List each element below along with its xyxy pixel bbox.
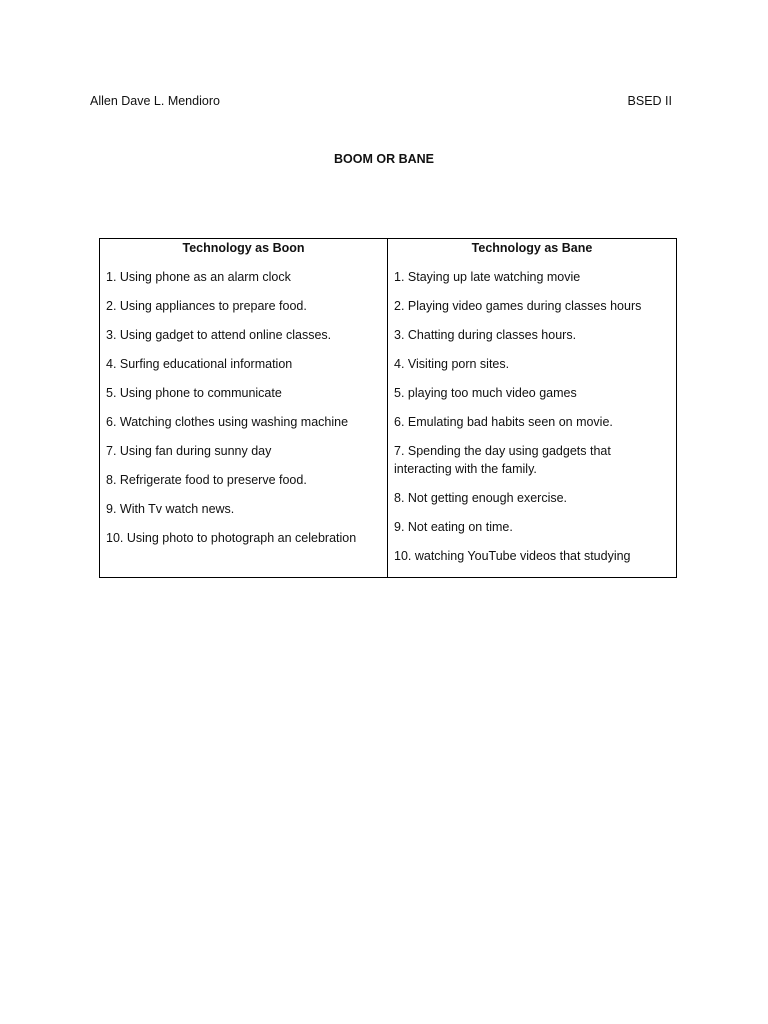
bane-item: 4. Visiting porn sites. <box>394 357 510 371</box>
document-title: BOOM OR BANE <box>334 152 434 166</box>
boon-item: 10. Using photo to photograph an celebration <box>106 531 357 545</box>
author-name: Allen Dave L. Mendioro <box>90 94 220 108</box>
bane-item: 2. Playing video games during classes hours <box>394 299 642 313</box>
bane-item: 7. Spending the day using gadgets that interacting with the family. <box>394 444 611 476</box>
bane-item: 9. Not eating on time. <box>394 520 513 534</box>
bane-item: 5. playing too much video games <box>394 386 577 400</box>
boon-column <box>100 239 388 577</box>
bane-heading: Technology as Bane <box>471 241 593 255</box>
boon-heading: Technology as Boon <box>182 241 305 255</box>
comparison-table <box>99 238 677 578</box>
bane-column <box>388 239 676 577</box>
boon-item: 1. Using phone as an alarm clock <box>106 270 291 284</box>
boon-item: 5. Using phone to communicate <box>106 386 282 400</box>
bane-item: 6. Emulating bad habits seen on movie. <box>394 415 613 429</box>
bane-item: 3. Chatting during classes hours. <box>394 328 577 342</box>
boon-item: 9. With Tv watch news. <box>106 502 235 516</box>
boon-item: 7. Using fan during sunny day <box>106 444 272 458</box>
bane-item: 8. Not getting enough exercise. <box>394 491 568 505</box>
bane-item: 10. watching YouTube videos that studying <box>394 549 631 563</box>
boon-item: 4. Surfing educational information <box>106 357 293 371</box>
boon-item: 2. Using appliances to prepare food. <box>106 299 307 313</box>
boon-item: 6. Watching clothes using washing machine <box>106 415 349 429</box>
boon-item: 8. Refrigerate food to preserve food. <box>106 473 307 487</box>
bane-item: 1. Staying up late watching movie <box>394 270 581 284</box>
boon-item: 3. Using gadget to attend online classes. <box>106 328 332 342</box>
course-label: BSED II <box>627 94 672 108</box>
